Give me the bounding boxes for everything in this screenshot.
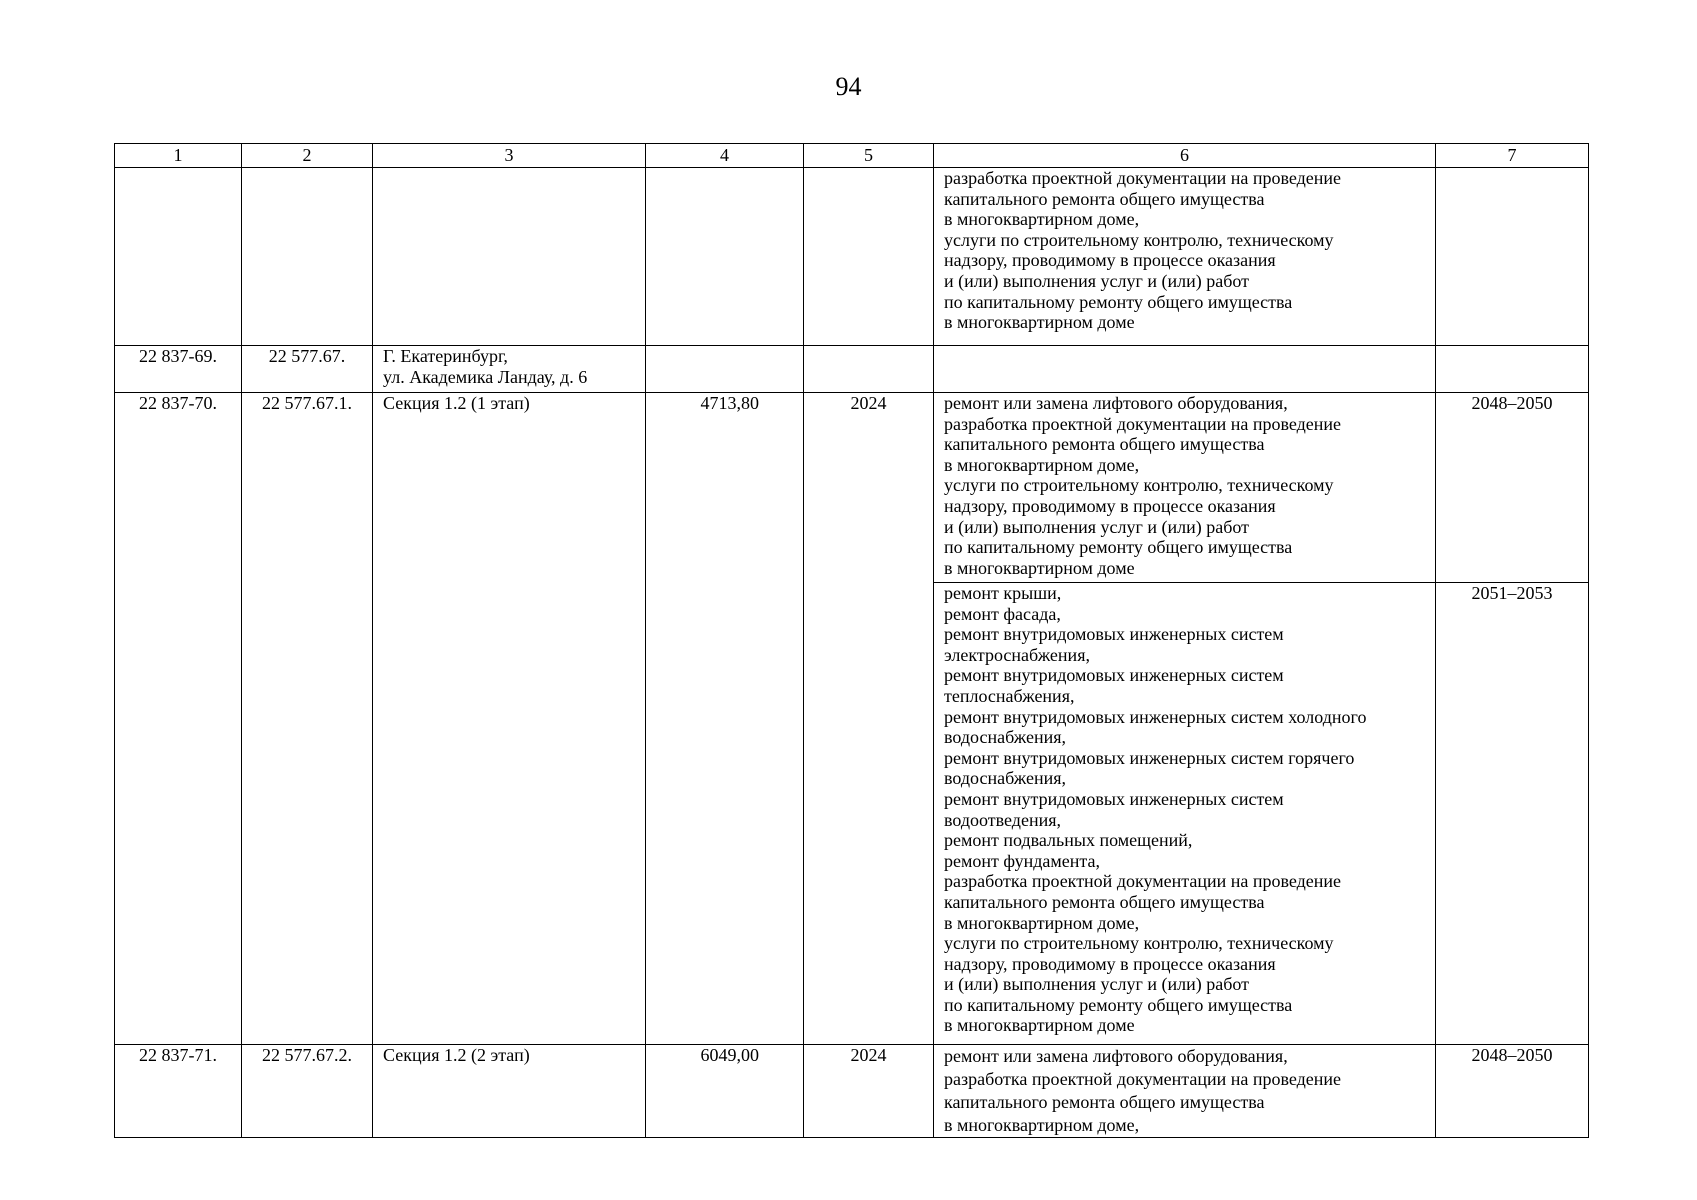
table-row — [115, 346, 1589, 393]
works-line: электроснабжения, — [944, 644, 1090, 665]
works-line: по капитальному ремонту общего имущества — [944, 537, 1293, 558]
table-row — [115, 393, 1589, 583]
works-line: ремонт крыши, — [944, 583, 1062, 603]
works-line: услуги по строительному контролю, техническому — [944, 933, 1334, 954]
works-line: и (или) выполнения услуг и (или) работ — [944, 974, 1250, 995]
works-line: ремонт или замена лифтового оборудования, — [944, 393, 1288, 413]
cell-register-number: 22 837-71. — [115, 1045, 242, 1138]
cell-address-code: 22 577.67.1. — [242, 393, 373, 1045]
cell-address — [373, 346, 646, 393]
cell-works — [934, 583, 1436, 1045]
works-line: по капитальному ремонту общего имущества — [944, 994, 1293, 1015]
column-number-row — [115, 144, 1589, 168]
works-line: разработка проектной документации на проведение — [944, 413, 1342, 434]
works-line: капитального ремонта общего имущества — [944, 1092, 1265, 1112]
column-header: 6 — [934, 144, 1436, 168]
cell-period — [1436, 346, 1589, 393]
works-line: разработка проектной документации на проведение — [944, 168, 1342, 188]
works-line: и (или) выполнения услуг и (или) работ — [944, 270, 1250, 291]
works-line: теплоснабжения, — [944, 685, 1075, 706]
cell-works — [934, 1045, 1436, 1138]
works-line: услуги по строительному контролю, техническому — [944, 229, 1334, 250]
works-line: водоснабжения, — [944, 768, 1067, 789]
cell-period: 2051–2053 — [1436, 583, 1589, 1045]
cell-area — [646, 346, 804, 393]
works-line: ремонт внутридомовых инженерных систем — [944, 624, 1284, 645]
column-header: 5 — [804, 144, 934, 168]
cell-address-code — [242, 168, 373, 346]
cell-period: 2048–2050 — [1436, 393, 1589, 583]
works-line: капитального ремонта общего имущества — [944, 434, 1265, 455]
works-line: ремонт внутридомовых инженерных систем холодного — [944, 706, 1367, 727]
address-line: ул. Академика Ландау, д. 6 — [383, 366, 588, 387]
cell-area: 4713,80 — [646, 393, 804, 1045]
cell-year: 2024 — [804, 393, 934, 1045]
works-line: ремонт или замена лифтового оборудования, — [944, 1046, 1288, 1066]
table-row — [115, 168, 1589, 346]
cell-address — [373, 168, 646, 346]
cell-area: 6049,00 — [646, 1045, 804, 1138]
cell-year — [804, 346, 934, 393]
works-line: услуги по строительному контролю, техническому — [944, 475, 1334, 496]
cell-period: 2048–2050 — [1436, 1045, 1589, 1138]
table-row — [115, 1045, 1589, 1138]
works-line: ремонт фасада, — [944, 603, 1061, 624]
cell-year — [804, 168, 934, 346]
cell-address — [373, 1045, 646, 1138]
cell-works — [934, 346, 1436, 393]
works-line: ремонт фундамента, — [944, 850, 1100, 871]
column-header: 4 — [646, 144, 804, 168]
works-line: в многоквартирном доме, — [944, 912, 1140, 933]
works-line: надзору, проводимому в процессе оказания — [944, 250, 1276, 271]
cell-address-code: 22 577.67.2. — [242, 1045, 373, 1138]
column-header: 7 — [1436, 144, 1589, 168]
works-line: в многоквартирном доме, — [944, 454, 1140, 475]
address-line: Секция 1.2 (1 этап) — [383, 393, 530, 413]
works-line: в многоквартирном доме, — [944, 1115, 1140, 1135]
cell-works — [934, 393, 1436, 583]
cell-address-code: 22 577.67. — [242, 346, 373, 393]
works-line: водоснабжения, — [944, 727, 1067, 748]
cell-register-number — [115, 168, 242, 346]
address-line: Секция 1.2 (2 этап) — [383, 1045, 530, 1065]
works-line: ремонт внутридомовых инженерных систем — [944, 788, 1284, 809]
column-header: 3 — [373, 144, 646, 168]
works-line: в многоквартирном доме — [944, 312, 1135, 333]
works-line: ремонт внутридомовых инженерных систем — [944, 665, 1284, 686]
address-line: Г. Екатеринбург, — [383, 346, 508, 366]
cell-area — [646, 168, 804, 346]
works-line: по капитальному ремонту общего имущества — [944, 291, 1293, 312]
cell-address — [373, 393, 646, 1045]
works-line: водоотведения, — [944, 809, 1061, 830]
works-line: разработка проектной документации на проведение — [944, 1069, 1342, 1089]
cell-register-number: 22 837-70. — [115, 393, 242, 1045]
works-line: надзору, проводимому в процессе оказания — [944, 495, 1276, 516]
works-line: капитального ремонта общего имущества — [944, 891, 1265, 912]
column-header: 2 — [242, 144, 373, 168]
works-line: и (или) выполнения услуг и (или) работ — [944, 516, 1250, 537]
cell-register-number: 22 837-69. — [115, 346, 242, 393]
cell-year: 2024 — [804, 1045, 934, 1138]
works-schedule-table — [114, 143, 1589, 1138]
works-line: капитального ремонта общего имущества — [944, 188, 1265, 209]
works-line: в многоквартирном доме, — [944, 209, 1140, 230]
page-number: 94 — [835, 72, 862, 101]
works-line: ремонт подвальных помещений, — [944, 830, 1193, 851]
cell-period — [1436, 168, 1589, 346]
column-header: 1 — [115, 144, 242, 168]
works-line: надзору, проводимому в процессе оказания — [944, 953, 1276, 974]
works-line: в многоквартирном доме — [944, 557, 1135, 578]
works-line: в многоквартирном доме — [944, 1015, 1135, 1036]
cell-works — [934, 168, 1436, 346]
works-line: ремонт внутридомовых инженерных систем горячего — [944, 747, 1355, 768]
works-line: разработка проектной документации на проведение — [944, 871, 1342, 892]
